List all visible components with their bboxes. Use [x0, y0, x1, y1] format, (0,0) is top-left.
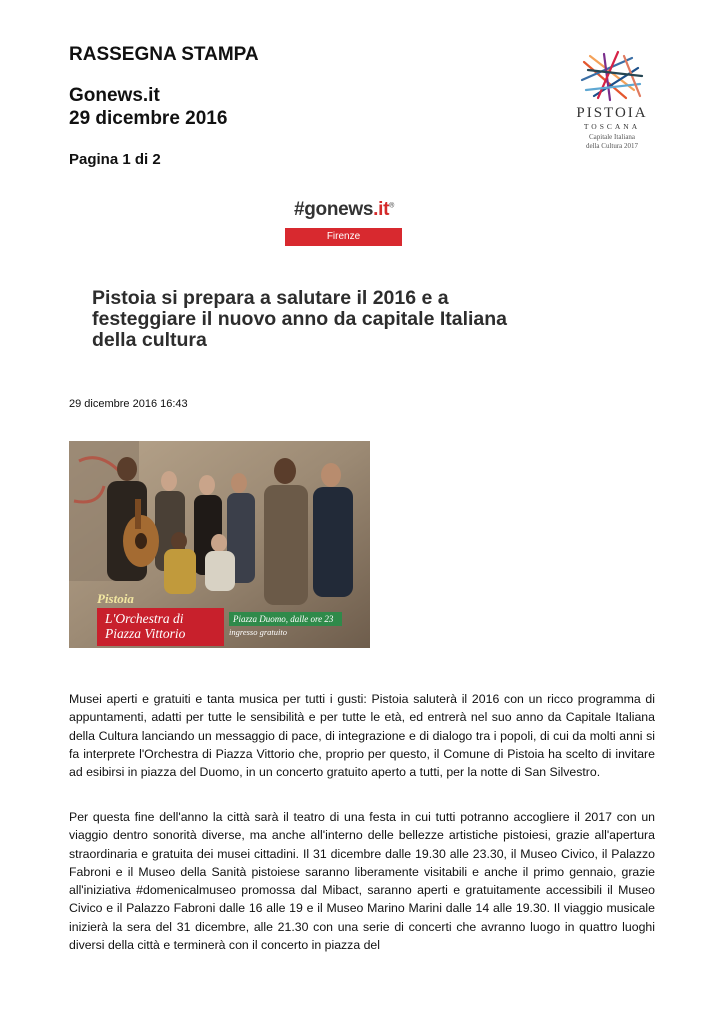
article-headline: Pistoia si prepara a salutare il 2016 e a festeggiare il nuovo anno da capitale Italiana della cultura [92, 287, 508, 351]
logo-caption-1: Capitale Italiana [588, 133, 636, 141]
photo-overlay-title-2: Piazza Vittorio [105, 626, 186, 641]
source-name: Gonews.it [69, 85, 160, 106]
pistoia-capitale-logo [572, 50, 652, 156]
section-label: Firenze [285, 228, 402, 246]
source-block [69, 84, 227, 130]
logo-toscana: TOSCANA [583, 122, 641, 131]
page-number: Pagina 1 di 2 [69, 151, 161, 168]
gonews-brand: #gonews [293, 199, 374, 220]
photo-overlay-title-1: L'Orchestra di [105, 611, 184, 626]
photo-overlay-city: Pistoia [97, 591, 134, 606]
article-photo [69, 441, 370, 648]
gonews-brand-suffix: .it [373, 199, 390, 220]
article-paragraph-1: Musei aperti e gratuiti e tanta musica per tutti i gusti: Pistoia saluterà il 2016 con un ricco programma di appuntamenti, adatti per tutte le sensibilità e per tutte le età, ed entrerà nel suo anno da Capitale Italiana della Cultura lanciando un messaggio di pace, di integrazione e di dialogo tra i popoli, di cui da molti anni si fa interprete l'Orchestra di Piazza Vittorio che, proprio per questo, il Comune di Pistoia ha scelto di invitare ad esibirsi in piazza del Duomo, in un concerto gratuito aperto a tutti, per la notte di San Silvestro. [69, 692, 655, 780]
logo-pistoia: PISTOIA [576, 105, 648, 121]
photo-overlay-title [97, 608, 224, 646]
photo-overlay-entry: ingresso gratuito [229, 627, 288, 637]
gonews-logo [285, 199, 403, 221]
registered-mark: ® [389, 202, 395, 210]
photo-overlay-place: Piazza Duomo, dalle ore 23 [229, 612, 342, 626]
article-timestamp: 29 dicembre 2016 16:43 [69, 398, 188, 410]
article-paragraph-2: Per questa fine dell'anno la città sarà il teatro di una festa in cui tutti potranno accogliere il 2017 con un viaggio dentro sonorità diverse, ma anche all'interno delle bellezze artistiche pistoiesi, grazie all'apertura straordinaria e gratuita dei musei cittadini. Il 31 dicembre dalle 19.30 alle 23.30, il Museo Civico, il Palazzo Fabroni e il Museo della Sanità pistoiese saranno liberamente visitabili e anche il primo gennaio, grazie all'iniziativa #domenicalmuseo promossa dal Mibact, saranno aperti e gratuitamente accessibili il Museo Civico e il Palazzo Fabroni dalle 16 alle 19 e il Museo Marino Marini dalle 14 alle 19.30. Il viaggio musicale inizierà la sera del 31 dicembre, alle 21.30 con una serie di concerti che avranno luogo in quattro luoghi diversi della città e terminerà con il concerto in piazza del [69, 810, 655, 953]
source-date: 29 dicembre 2016 [69, 108, 228, 129]
document-title: RASSEGNA STAMPA [69, 44, 259, 65]
logo-caption-2: della Cultura 2017 [585, 142, 639, 150]
logo-lines-icon [580, 50, 644, 102]
